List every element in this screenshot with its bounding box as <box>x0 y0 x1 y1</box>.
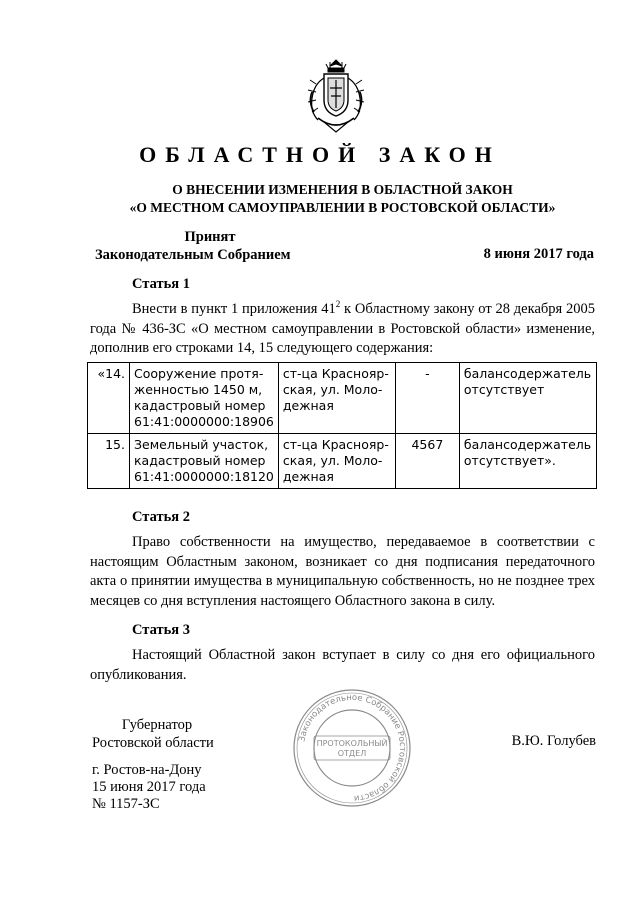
article1-superscript: 2 <box>335 299 341 309</box>
signer-title-line1: Губернатор <box>121 717 193 733</box>
row-number: 15. <box>88 434 130 489</box>
row-address: ст-ца Краснояр-ская, ул. Моло-дежная <box>278 434 395 489</box>
city: г. Ростов-на-Дону <box>92 762 202 778</box>
signer-title-line2: Ростовской области <box>92 735 214 751</box>
row-holder: балансодержатель отсутствует». <box>459 434 596 489</box>
article1-text <box>90 300 595 359</box>
law-subtitle-line1: О ВНЕСЕНИИ ИЗМЕНЕНИЯ В ОБЛАСТНОЙ ЗАКОН <box>172 182 513 197</box>
official-stamp <box>290 686 414 810</box>
article1-text-part1: Внести в пункт 1 приложения 41 <box>132 301 336 317</box>
article1-text-part2: к Областному закону от 28 декабря 2005 года № 436-ЗС «О местном самоуправлении в Ростовской области» изменение, дополнив его строками 14, 15 следующего содержания: <box>90 301 595 356</box>
article3-heading: Статья 3 <box>132 622 190 638</box>
row-number: «14. <box>88 363 130 434</box>
article2-text: Право собственности на имущество, передаваемое в соответствии с настоящим Областным законом, возникает со дня подписания передаточного акта о принятии имущества в муниципальную собственность, но не позднее трех месяцев со дня вступления настоящего Областного закона в силу. <box>90 534 595 609</box>
article3-text: Настоящий Областной закон вступает в силу со дня его официального опубликования. <box>90 647 595 683</box>
row-object: Сооружение протя-женностью 1450 м, кадастровый номер 61:41:0000000:18906 <box>130 363 279 434</box>
property-table <box>87 362 597 489</box>
signer-title <box>92 716 222 752</box>
article1-heading: Статья 1 <box>132 276 190 292</box>
stamp-ring-text: Законодательное Собрание Ростовской области <box>297 692 408 804</box>
adopted-label: Принят <box>184 229 236 245</box>
adopted-by: Законодательным Собранием <box>95 247 291 263</box>
row-value: 4567 <box>395 434 459 489</box>
signer-name: В.Ю. Голубев <box>511 733 596 749</box>
adoption-block <box>95 228 325 264</box>
row-value: - <box>395 363 459 434</box>
sign-date: 15 июня 2017 года <box>92 779 206 795</box>
adoption-date: 8 июня 2017 года <box>483 246 594 262</box>
stamp-center-line1: ПРОТОКОЛЬНЫЙ <box>316 739 388 748</box>
coat-of-arms-emblem <box>304 58 368 136</box>
law-number: № 1157-ЗС <box>92 796 160 812</box>
table-row <box>88 363 597 434</box>
law-type-title: ОБЛАСТНОЙ ЗАКОН <box>139 142 501 167</box>
article2-heading: Статья 2 <box>132 509 190 525</box>
law-subtitle <box>60 181 625 217</box>
row-holder: балансодержатель отсутствует <box>459 363 596 434</box>
row-address: ст-ца Краснояр-ская, ул. Моло-дежная <box>278 363 395 434</box>
table-row <box>88 434 597 489</box>
row-object: Земельный участок, кадастровый номер 61:41:0000000:18120 <box>130 434 279 489</box>
stamp-center-line2: ОТДЕЛ <box>337 749 367 758</box>
place-date-number <box>92 762 206 813</box>
law-subtitle-line2: «О МЕСТНОМ САМОУПРАВЛЕНИИ В РОСТОВСКОЙ ОБЛАСТИ» <box>129 200 556 215</box>
